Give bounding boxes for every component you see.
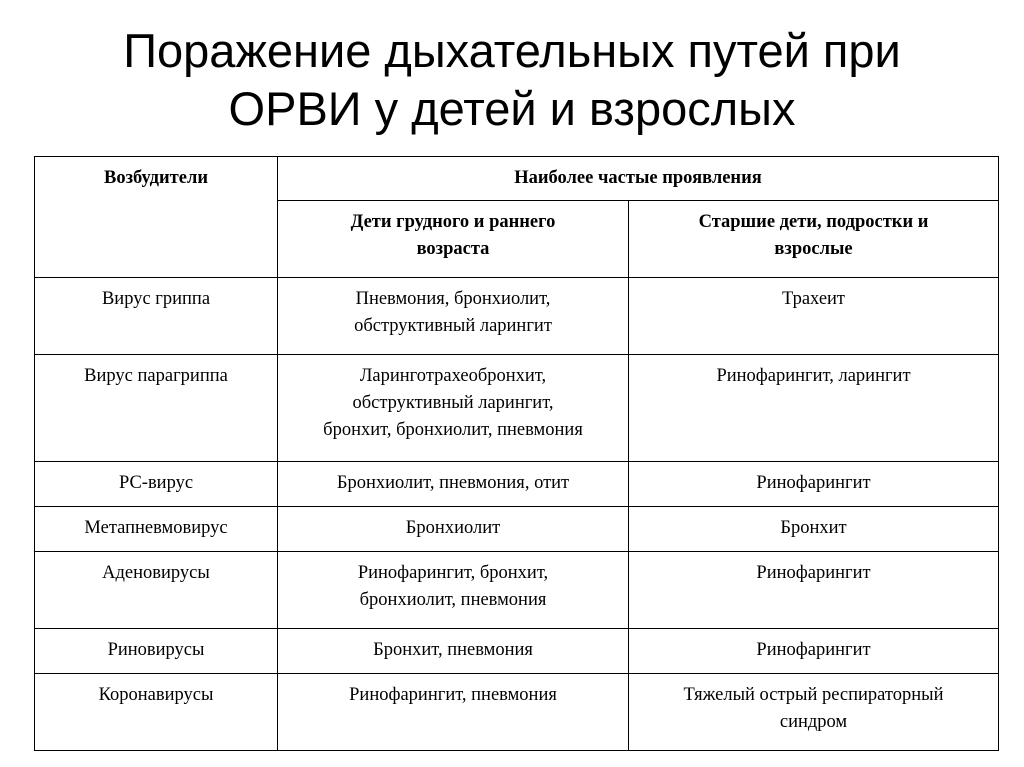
cell-line: Бронхиолит: [405, 518, 501, 538]
cell-line: бронхиолит, пневмония: [359, 590, 547, 610]
infants-cell: [278, 355, 629, 462]
infants-cell: [278, 674, 629, 751]
infants-cell: [278, 629, 629, 674]
cell-line: Ларинготрахеобронхит,: [359, 366, 547, 386]
table-row: [35, 552, 999, 629]
header-infants: [278, 201, 629, 278]
cell-line: Ринофарингит, пневмония: [349, 685, 557, 705]
adults-cell: [629, 462, 999, 507]
adults-cell: [629, 552, 999, 629]
cell-line: обструктивный ларингит: [354, 316, 552, 336]
slide-title-line-2: ОРВИ у детей и взрослых: [228, 82, 796, 135]
pathogen-cell: РС-вирус: [35, 462, 278, 507]
table-row: [35, 674, 999, 751]
table-row: [35, 507, 999, 552]
pathogen-cell: Аденовирусы: [35, 552, 278, 629]
cell-line: Ринофарингит: [756, 640, 871, 660]
cell-line: Ринофарингит, ларингит: [716, 366, 911, 386]
cell-line: Тяжелый острый респираторный: [683, 685, 944, 705]
slide-title: [0, 22, 1024, 138]
slide-title-line-1: Поражение дыхательных путей при: [123, 24, 901, 77]
adults-cell: [629, 674, 999, 751]
infants-cell: [278, 507, 629, 552]
cell-line: бронхит, бронхиолит, пневмония: [323, 420, 583, 440]
header-infants-line: Дети грудного и раннего: [350, 212, 556, 232]
cell-line: Пневмония, бронхиолит,: [355, 289, 551, 309]
pathogen-cell: Вирус гриппа: [35, 278, 278, 355]
cell-line: Бронхиолит, пневмония, отит: [336, 473, 570, 493]
header-adults-line: Старшие дети, подростки и: [698, 212, 929, 232]
infants-cell: [278, 552, 629, 629]
cell-line: Бронхит, пневмония: [373, 640, 533, 660]
infants-cell: [278, 462, 629, 507]
table-row: [35, 278, 999, 355]
adults-cell: [629, 278, 999, 355]
header-adults-line: взрослые: [774, 239, 853, 259]
cell-line: Ринофарингит: [756, 563, 871, 583]
cell-line: Трахеит: [781, 289, 846, 309]
table-row: [35, 629, 999, 674]
pathogen-cell: Коронавирусы: [35, 674, 278, 751]
table-row: [35, 355, 999, 462]
header-pathogens: Возбудители: [35, 157, 278, 278]
header-infants-line: возраста: [416, 239, 490, 259]
adults-cell: [629, 507, 999, 552]
cell-line: обструктивный ларингит,: [352, 393, 554, 413]
adults-cell: [629, 355, 999, 462]
header-manifestations: Наиболее частые проявления: [278, 157, 999, 201]
table-row: [35, 462, 999, 507]
cell-line: Ринофарингит: [756, 473, 871, 493]
header-adults: [629, 201, 999, 278]
pathogen-cell: Метапневмовирус: [35, 507, 278, 552]
cell-line: Ринофарингит, бронхит,: [357, 563, 549, 583]
adults-cell: [629, 629, 999, 674]
pathogen-manifestations-table: [34, 156, 999, 751]
pathogen-cell: Вирус парагриппа: [35, 355, 278, 462]
pathogen-cell: Риновирусы: [35, 629, 278, 674]
cell-line: синдром: [779, 712, 848, 732]
infants-cell: [278, 278, 629, 355]
table-header-row: [35, 157, 999, 201]
cell-line: Бронхит: [780, 518, 847, 538]
